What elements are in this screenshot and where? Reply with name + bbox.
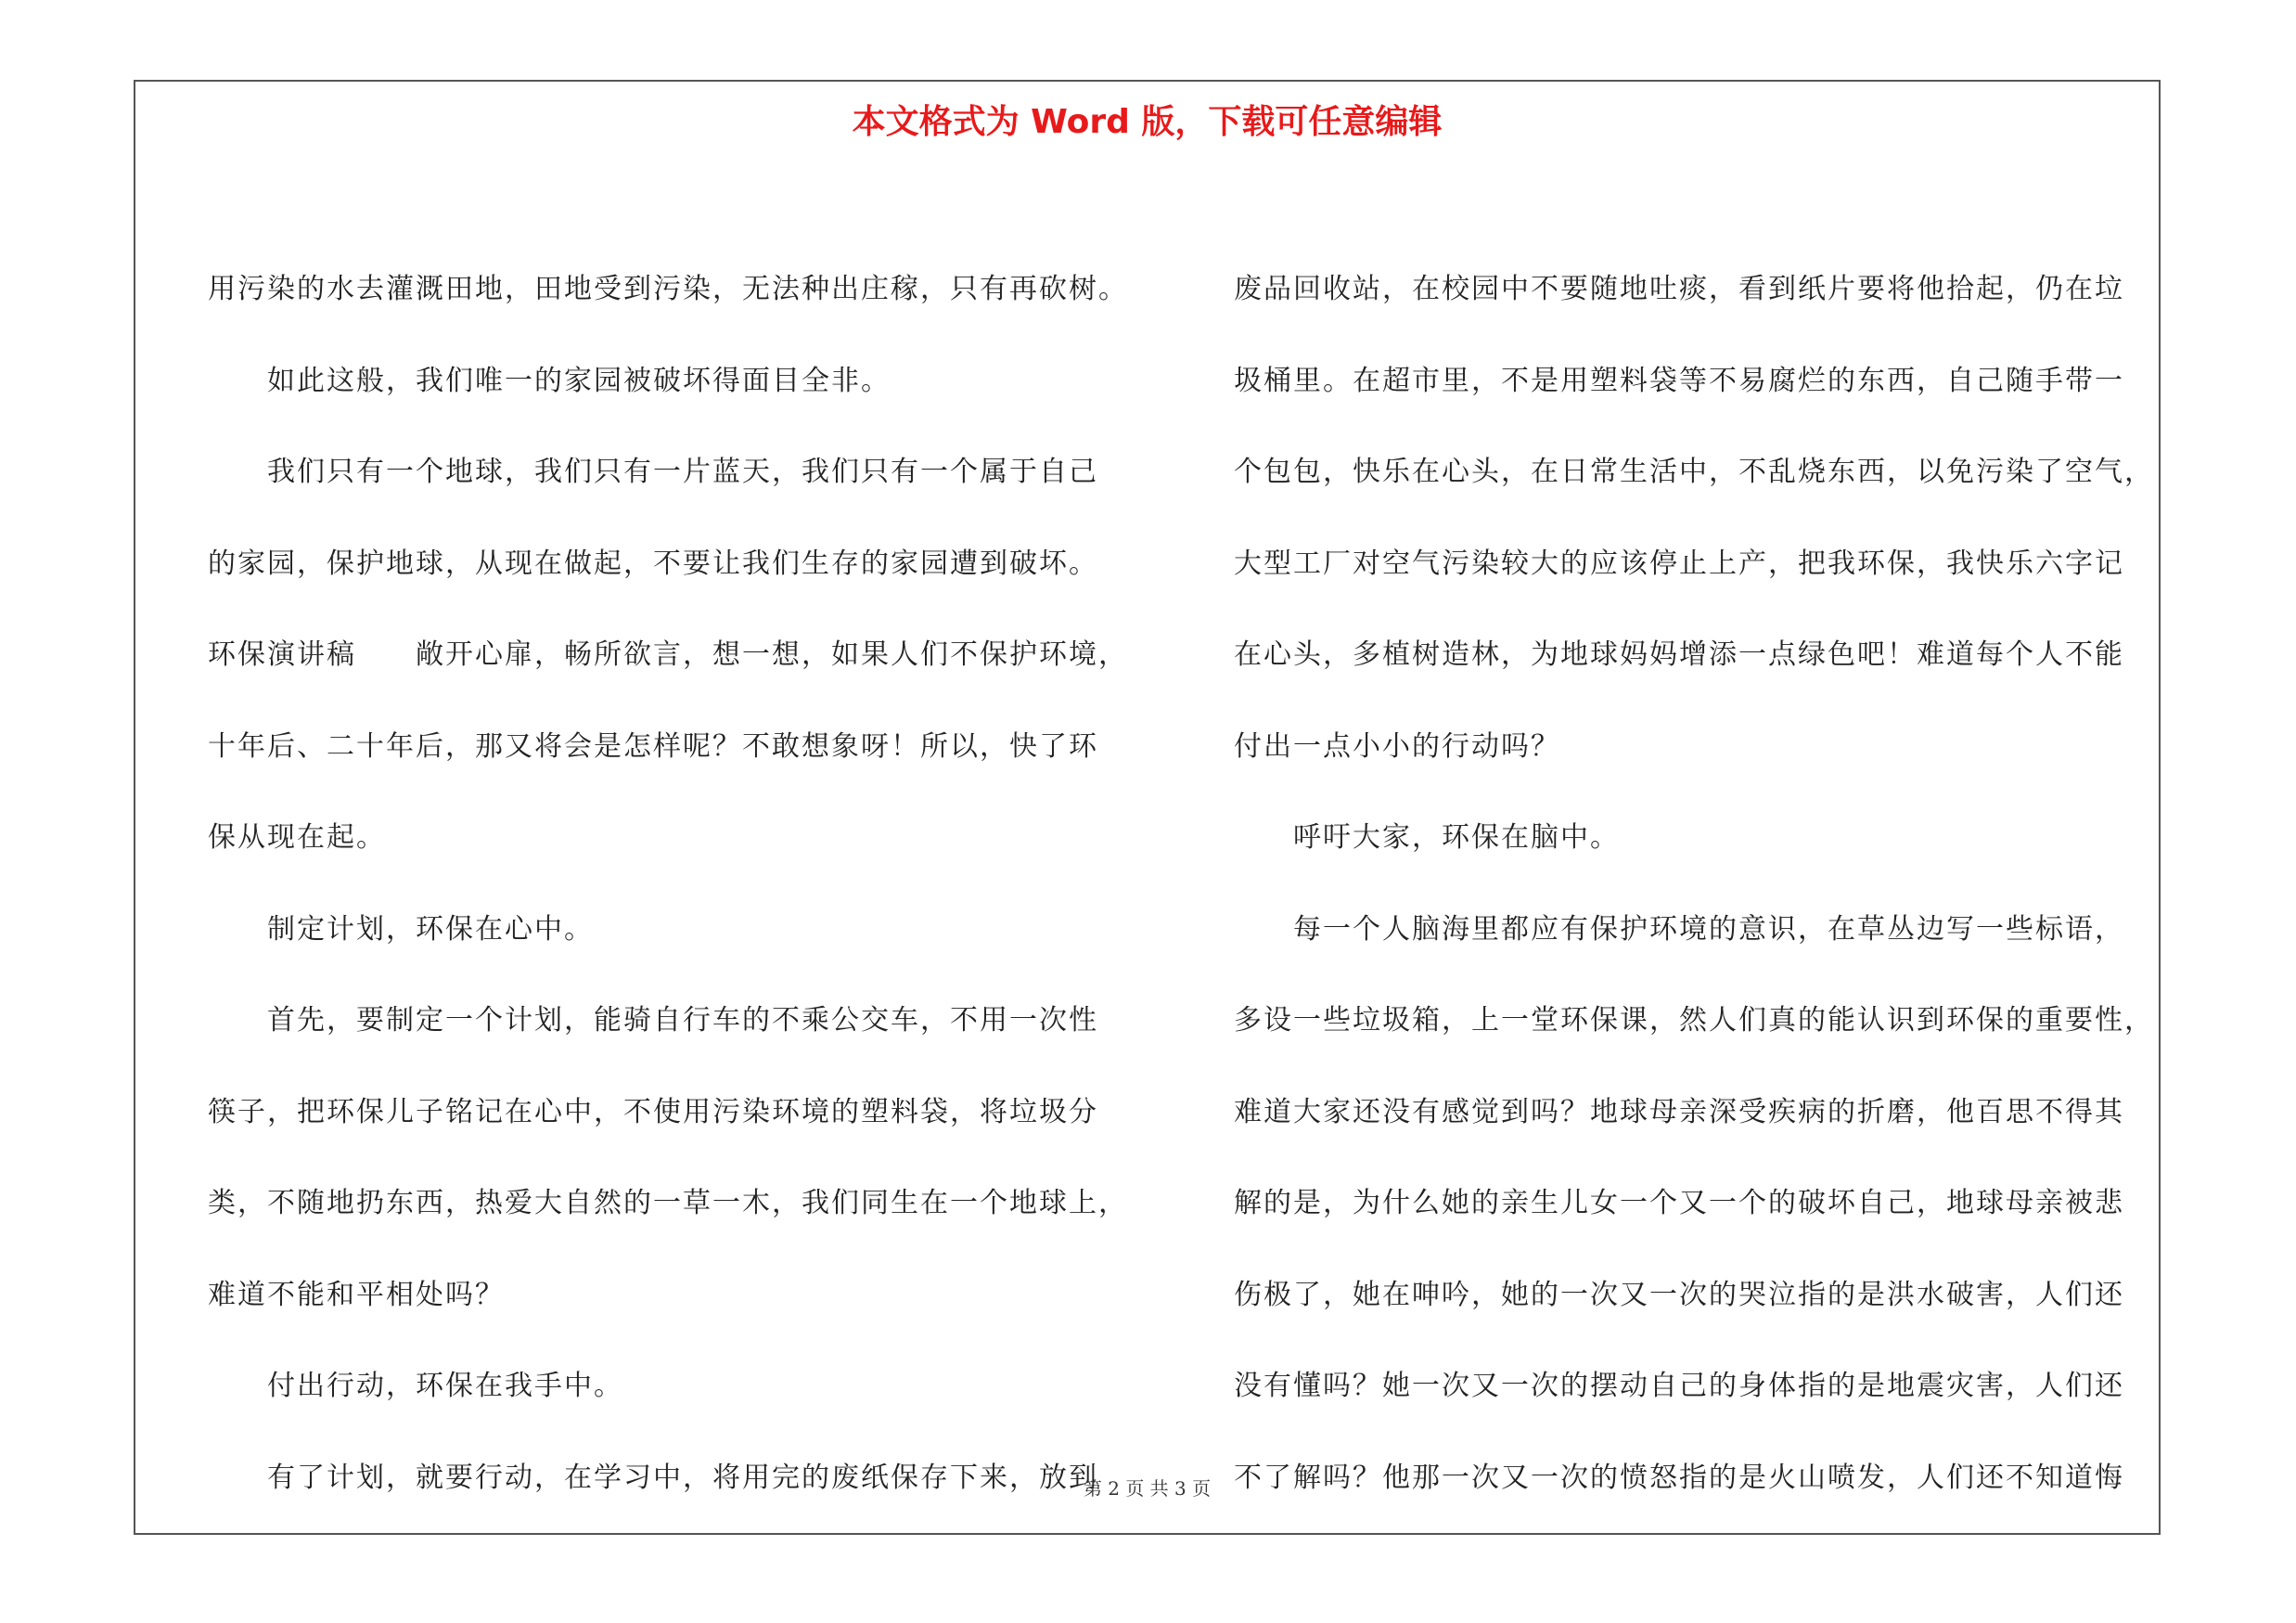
text-line: 我们只有一个地球，我们只有一片蓝天，我们只有一个属于自己 <box>267 456 1098 488</box>
text-line: 环保演讲稿 敞开心扉，畅所欲言，想一想，如果人们不保护环境， <box>208 638 1128 671</box>
text-line: 难道大家还没有感觉到吗？地球母亲深受疾病的折磨，他百思不得其 <box>1234 1095 2124 1128</box>
text-line: 十年后、二十年后，那又将会是怎样呢？不敢想象呀！所以，快了环 <box>208 729 1098 763</box>
text-line: 有了计划，就要行动，在学习中，将用完的废纸保存下来，放到 <box>267 1461 1098 1494</box>
text-line: 用污染的水去灌溉田地，田地受到污染，无法种出庄稼，只有再砍树。 <box>208 273 1128 305</box>
text-line: 在心头，多植树造林，为地球妈妈增添一点绿色吧！难道每个人不能 <box>1234 638 2124 671</box>
left-text-column <box>208 244 1163 1524</box>
text-line: 不了解吗？他那一次又一次的愤怒指的是火山喷发，人们还不知道悔 <box>1234 1461 2124 1494</box>
text-line: 大型工厂对空气污染较大的应该停止上产，把我环保，我快乐六字记 <box>1234 547 2124 580</box>
text-line: 付出一点小小的行动吗？ <box>1234 729 1560 763</box>
text-line: 解的是，为什么她的亲生儿女一个又一个的破坏自己，地球母亲被悲 <box>1234 1187 2124 1219</box>
text-line: 难道不能和平相处吗？ <box>208 1278 505 1311</box>
text-line: 如此这般，我们唯一的家园被破坏得面目全非。 <box>267 364 891 397</box>
text-line: 呼吁大家，环保在脑中。 <box>1293 821 1620 854</box>
text-line: 每一个人脑海里都应有保护环境的意识，在草丛边写一些标语， <box>1293 912 2124 946</box>
text-line: 制定计划，环保在心中。 <box>267 912 594 946</box>
text-line: 首先，要制定一个计划，能骑自行车的不乘公交车，不用一次性 <box>267 1004 1098 1037</box>
document-page <box>134 80 2161 1535</box>
text-line: 的家园，保护地球，从现在做起，不要让我们生存的家园遭到破坏。 <box>208 547 1098 580</box>
page-number-footer: 第 2 页 共 3 页 <box>1083 1477 1212 1500</box>
page-header-title: 本文格式为 Word 版，下载可任意编辑 <box>852 103 1443 141</box>
text-line: 筷子，把环保儿子铭记在心中，不使用污染环境的塑料袋，将垃圾分 <box>208 1095 1098 1128</box>
text-line: 废品回收站，在校园中不要随地吐痰，看到纸片要将他拾起，仍在垃 <box>1234 273 2124 305</box>
text-line: 保从现在起。 <box>208 821 386 854</box>
text-line: 圾桶里。在超市里，不是用塑料袋等不易腐烂的东西，自己随手带一 <box>1234 364 2124 397</box>
right-text-column <box>1234 244 2236 1524</box>
text-line: 付出行动，环保在我手中。 <box>267 1370 623 1402</box>
text-line: 类，不随地扔东西，热爱大自然的一草一木，我们同生在一个地球上， <box>208 1187 1128 1219</box>
text-line: 多设一些垃圾箱，上一堂环保课，然人们真的能认识到环保的重要性， <box>1234 1004 2154 1037</box>
text-line: 没有懂吗？她一次又一次的摆动自己的身体指的是地震灾害，人们还 <box>1234 1370 2124 1402</box>
text-line: 伤极了，她在呻吟，她的一次又一次的哭泣指的是洪水破害，人们还 <box>1234 1278 2124 1311</box>
text-line: 个包包，快乐在心头，在日常生活中，不乱烧东西，以免污染了空气， <box>1234 456 2154 488</box>
